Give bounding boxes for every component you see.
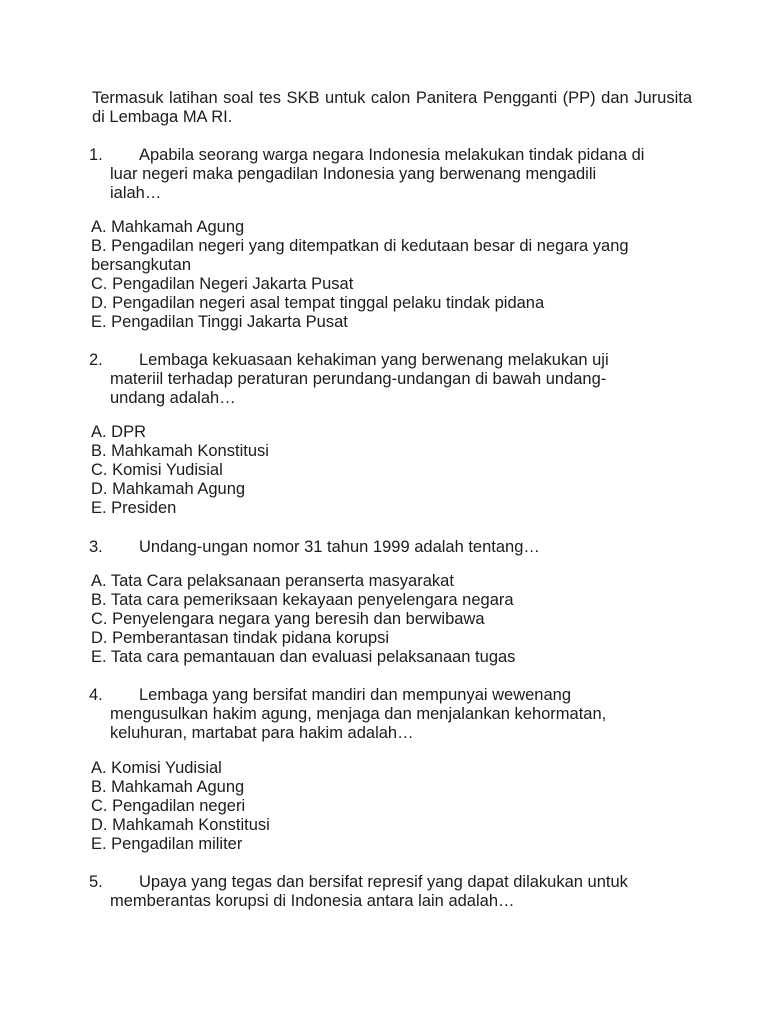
intro-text: Termasuk latihan soal tes SKB untuk calon Panitera Pengganti (PP) dan Jurusita di Lembaga MA RI. xyxy=(92,89,692,126)
question-number: 1. xyxy=(89,146,103,164)
question-first-line xyxy=(89,873,689,892)
question-continuation: materiil terhadap peraturan perundang-undangan di bawah undang- xyxy=(110,370,607,388)
question-5 xyxy=(89,873,689,911)
question-continuation: ialah… xyxy=(110,184,162,202)
option-b: B. Tata cara pemeriksaan kekayaan penyelengara negara xyxy=(91,591,514,609)
options-3 xyxy=(91,572,691,667)
question-text: Lembaga yang bersifat mandiri dan mempunyai wewenang xyxy=(139,686,572,704)
question-text: Apabila seorang warga negara Indonesia melakukan tindak pidana di xyxy=(139,146,645,164)
option-b-continuation: bersangkutan xyxy=(91,256,191,274)
option-c: C. Pengadilan Negeri Jakarta Pusat xyxy=(91,275,354,293)
question-continuation: keluhuran, martabat para hakim adalah… xyxy=(110,724,414,742)
option-d: D. Pemberantasan tindak pidana korupsi xyxy=(91,629,390,647)
question-number: 3. xyxy=(89,538,103,556)
question-2 xyxy=(89,351,689,408)
question-continuation: mengusulkan hakim agung, menjaga dan menjalankan kehormatan, xyxy=(110,705,607,723)
question-number: 5. xyxy=(89,873,103,891)
option-a: A. Mahkamah Agung xyxy=(91,218,245,236)
question-number: 4. xyxy=(89,686,103,704)
option-e: E. Pengadilan Tinggi Jakarta Pusat xyxy=(91,313,348,331)
option-b: B. Pengadilan negeri yang ditempatkan di kedutaan besar di negara yang xyxy=(91,237,629,255)
option-e: E. Tata cara pemantauan dan evaluasi pelaksanaan tugas xyxy=(91,648,516,666)
question-first-line xyxy=(89,686,689,705)
option-d: D. Mahkamah Konstitusi xyxy=(91,816,270,834)
question-number: 2. xyxy=(89,351,103,369)
question-text: Lembaga kekuasaan kehakiman yang berwenang melakukan uji xyxy=(139,351,609,369)
option-c: C. Penyelengara negara yang beresih dan berwibawa xyxy=(91,610,485,628)
question-text: Upaya yang tegas dan bersifat represif yang dapat dilakukan untuk xyxy=(139,873,628,891)
question-first-line xyxy=(89,538,689,557)
options-2 xyxy=(91,423,691,518)
option-a: A. Komisi Yudisial xyxy=(91,759,222,777)
question-4 xyxy=(89,686,689,743)
option-e: E. Presiden xyxy=(91,499,177,517)
options-1 xyxy=(91,218,691,332)
question-continuation: luar negeri maka pengadilan Indonesia yang berwenang mengadili xyxy=(110,165,597,183)
options-4 xyxy=(91,759,691,854)
question-text: Undang-ungan nomor 31 tahun 1999 adalah tentang… xyxy=(139,538,540,556)
option-e: E. Pengadilan militer xyxy=(91,835,243,853)
option-a: A. Tata Cara pelaksanaan peranserta masyarakat xyxy=(91,572,454,590)
question-3 xyxy=(89,538,689,557)
question-first-line xyxy=(89,351,689,370)
option-c: C. Pengadilan negeri xyxy=(91,797,246,815)
option-b: B. Mahkamah Konstitusi xyxy=(91,442,269,460)
option-d: D. Pengadilan negeri asal tempat tinggal pelaku tindak pidana xyxy=(91,294,545,312)
question-first-line xyxy=(89,146,689,165)
question-continuation: memberantas korupsi di Indonesia antara lain adalah… xyxy=(110,892,515,910)
option-b: B. Mahkamah Agung xyxy=(91,778,245,796)
question-continuation: undang adalah… xyxy=(110,389,236,407)
option-a: A. DPR xyxy=(91,423,147,441)
question-1 xyxy=(89,146,689,203)
option-d: D. Mahkamah Agung xyxy=(91,480,246,498)
option-c: C. Komisi Yudisial xyxy=(91,461,223,479)
